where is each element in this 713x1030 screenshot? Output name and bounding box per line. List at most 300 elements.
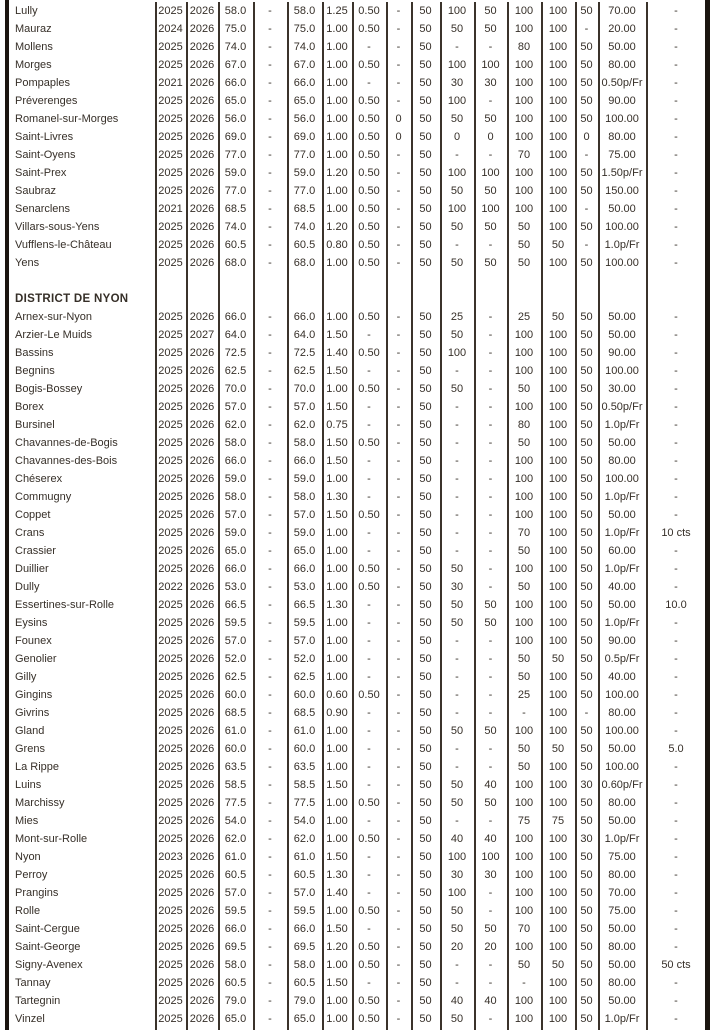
value-cell: - [396,401,401,413]
value-cell: 25 [450,311,464,323]
value-cell: 100 [548,563,568,575]
value-cell: 100 [514,23,534,35]
value-cell: - [488,743,493,755]
value-cell: - [396,203,401,215]
commune-name: Crans [15,527,45,539]
value-cell: 30 [450,77,464,89]
value-cell: 66.0 [293,455,316,467]
table-row [9,74,706,92]
value-cell: - [674,833,678,845]
value-cell: - [674,761,678,773]
value-cell: - [674,869,678,881]
value-cell: 30 [450,581,464,593]
value-cell: 2025 [158,905,183,917]
value-cell: 59.0 [293,167,316,179]
value-cell: 65.0 [293,545,316,557]
value-cell: 50 [580,851,593,863]
value-cell: - [488,959,493,971]
value-cell: 50 [580,995,593,1007]
value-cell: - [396,689,401,701]
table-row [9,434,706,452]
value-cell: 50 [419,1013,432,1025]
value-cell: 2026 [189,905,215,917]
value-cell: 1.0p/Fr [604,419,640,431]
value-cell: - [488,581,493,593]
value-cell: 2025 [158,527,183,539]
table-row [9,128,706,146]
value-cell: 2025 [158,437,183,449]
commune-name: Founex [15,635,52,647]
value-cell: - [488,455,493,467]
value-cell: 66.0 [224,311,247,323]
value-cell: - [268,851,272,863]
value-cell: - [367,455,371,467]
value-cell: 50 [450,923,464,935]
value-cell: 0.50 [358,959,380,971]
value-cell: 50 [580,635,593,647]
value-cell: 100.00 [605,473,639,485]
value-cell: 100 [548,869,568,881]
value-cell: - [488,419,493,431]
value-cell: - [396,833,401,845]
value-cell: 100 [514,509,534,521]
value-cell: 50 [484,5,497,17]
value-cell: 50 [419,905,432,917]
value-cell: 0.50 [358,563,380,575]
value-cell: 1.00 [326,653,348,665]
value-cell: - [268,599,272,611]
value-cell: 50 [517,743,531,755]
value-cell: 100 [548,617,568,629]
value-cell: 2025 [158,707,183,719]
value-cell: 100 [514,563,534,575]
value-cell: 2026 [189,617,215,629]
value-cell: 2026 [189,959,215,971]
value-cell: 53.0 [224,581,247,593]
value-cell: 50 [580,77,593,89]
value-cell: - [268,959,272,971]
value-cell: 58.5 [224,779,247,791]
value-cell: - [396,599,401,611]
value-cell: 1.20 [326,941,348,953]
value-cell: - [367,635,371,647]
value-cell: - [396,311,401,323]
value-cell: 100 [548,41,568,53]
table-body [9,2,706,1028]
value-cell: 0.50 [358,149,380,161]
value-cell: - [396,221,401,233]
value-cell: 50 [580,41,593,53]
table-row [9,110,706,128]
value-cell: - [674,689,678,701]
value-cell: - [674,131,678,143]
value-cell: 0.5p/Fr [604,653,640,665]
value-cell: 90.00 [608,95,636,107]
table-row [9,344,706,362]
value-cell: 50 [484,617,497,629]
value-cell: 100 [548,257,568,269]
value-cell: - [674,725,678,737]
value-cell: - [268,455,272,467]
value-cell: 100 [548,689,568,701]
value-cell: - [455,401,459,413]
value-cell: - [268,401,272,413]
commune-name: Bogis-Bossey [15,383,83,395]
table-row [9,398,706,416]
value-cell: 61.0 [293,851,316,863]
value-cell: 2025 [158,995,183,1007]
value-cell: - [396,23,401,35]
value-cell: - [396,149,401,161]
commune-name: Duillier [15,563,49,575]
value-cell: 50 [450,113,464,125]
value-cell: 100 [447,347,467,359]
value-cell: - [674,365,678,377]
value-cell: 2025 [158,617,183,629]
value-cell: 50 [580,1013,593,1025]
value-cell: - [268,869,272,881]
value-cell: 74.0 [224,221,247,233]
value-cell: - [268,581,272,593]
value-cell: 100 [514,185,534,197]
value-cell: 50 [419,743,432,755]
value-cell: 100 [514,599,534,611]
value-cell: 80.00 [608,455,636,467]
value-cell: 20.00 [608,23,636,35]
table-row [9,38,706,56]
value-cell: 2026 [189,599,215,611]
value-cell: 50 [419,761,432,773]
value-cell: 50 [517,761,531,773]
value-cell: 2026 [189,743,215,755]
value-cell: 50 [419,797,432,809]
value-cell: 2026 [189,545,215,557]
value-cell: - [367,887,371,899]
value-cell: 50 [580,545,593,557]
value-cell: 100 [481,851,500,863]
value-cell: 2026 [189,851,215,863]
value-cell: 50 [580,797,593,809]
value-cell: 65.0 [224,545,247,557]
value-cell: 2025 [158,5,183,17]
value-cell: - [674,671,678,683]
value-cell: 1.40 [326,347,348,359]
value-cell: 100 [514,401,534,413]
value-cell: 50 [580,59,593,71]
value-cell: 1.00 [326,473,348,485]
value-cell: 1.00 [326,617,348,629]
value-cell: 80.00 [608,707,636,719]
value-cell: 66.0 [224,923,247,935]
table-row [9,182,706,200]
value-cell: - [268,527,272,539]
value-cell: - [674,1013,678,1025]
value-cell: 100 [514,797,534,809]
value-cell: 100 [548,329,568,341]
value-cell: 77.5 [224,797,247,809]
value-cell: - [396,473,401,485]
value-cell: 2025 [158,221,183,233]
value-cell: 50 [419,473,432,485]
district-header-row [9,290,706,308]
value-cell: 0.50 [358,113,380,125]
value-cell: - [268,311,272,323]
value-cell: 2026 [189,725,215,737]
value-cell: 50 [419,653,432,665]
value-cell: 50.00 [608,311,636,323]
value-cell: - [674,95,678,107]
value-cell: 50.00 [608,437,636,449]
value-cell: 60.5 [224,239,247,251]
value-cell: 50 [580,599,593,611]
value-cell: 50 [419,311,432,323]
value-cell: 50 [517,581,531,593]
value-cell: - [268,815,272,827]
value-cell: 50 [580,653,593,665]
value-cell: 1.00 [326,959,348,971]
value-cell: 1.0p/Fr [604,239,640,251]
value-cell: - [455,689,459,701]
value-cell: 100 [548,671,568,683]
value-cell: 100 [447,203,467,215]
value-cell: 66.0 [224,455,247,467]
value-cell: 1.50 [326,455,348,467]
value-cell: 50 [580,869,593,881]
table-row [9,236,706,254]
table-row [9,20,706,38]
value-cell: - [674,581,678,593]
value-cell: 2026 [189,77,215,89]
value-cell: 62.0 [224,419,247,431]
value-cell: - [268,95,272,107]
value-cell: 50 [580,671,593,683]
value-cell: 77.0 [224,149,247,161]
value-cell: 2026 [189,995,215,1007]
value-cell: - [674,977,678,989]
value-cell: - [522,977,526,989]
value-cell: 2026 [189,185,215,197]
value-cell: 50 [580,167,593,179]
commune-name: Saint-Prex [15,167,67,179]
value-cell: 75 [517,815,531,827]
value-cell: 50 [580,113,593,125]
value-cell: 100 [548,365,568,377]
value-cell: 62.0 [293,419,316,431]
value-cell: - [455,437,459,449]
value-cell: - [268,707,272,719]
table-row [9,596,706,614]
value-cell: - [455,815,459,827]
value-cell: - [367,743,371,755]
value-cell: 1.00 [326,113,348,125]
table-row [9,578,706,596]
value-cell: 60.0 [224,689,247,701]
commune-name: Romanel-sur-Morges [15,113,119,125]
value-cell: 100 [548,185,568,197]
value-cell: 1.00 [326,1013,348,1025]
value-cell: - [455,545,459,557]
value-cell: 2025 [158,473,183,485]
value-cell: - [268,257,272,269]
value-cell: 0.50 [358,995,380,1007]
commune-name: Commugny [15,491,72,503]
commune-name: Tannay [15,977,51,989]
value-cell: 66.0 [224,77,247,89]
value-cell: 100 [548,95,568,107]
value-cell: 0.75 [326,419,348,431]
value-cell: 50 [484,725,497,737]
commune-name: Saint-George [15,941,81,953]
value-cell: - [674,221,678,233]
value-cell: 75.0 [293,23,316,35]
value-cell: 80 [517,419,531,431]
value-cell: 2026 [189,455,215,467]
value-cell: - [674,815,678,827]
value-cell: 50 [580,941,593,953]
value-cell: 30 [484,869,497,881]
value-cell: - [674,419,678,431]
value-cell: 62.0 [224,833,247,845]
value-cell: 68.0 [224,257,247,269]
value-cell: - [367,815,371,827]
value-cell: 2025 [158,131,183,143]
table-row [9,326,706,344]
commune-name: Morges [15,59,52,71]
value-cell: 75.0 [224,23,247,35]
value-cell: 50 [517,221,531,233]
value-cell: 70 [517,149,531,161]
value-cell: 2021 [158,77,183,89]
value-cell: 66.0 [293,77,316,89]
commune-name: Mauraz [15,23,52,35]
value-cell: 50 [419,437,432,449]
value-cell: 10.0 [665,599,687,611]
value-cell: - [488,509,493,521]
value-cell: 50 [580,401,593,413]
value-cell: - [674,311,678,323]
value-cell: 30 [580,779,593,791]
commune-name: Bursinel [15,419,55,431]
table-row [9,164,706,182]
value-cell: - [268,905,272,917]
value-cell: - [455,473,459,485]
value-cell: 0.50 [358,347,380,359]
value-cell: 66.0 [293,563,316,575]
value-cell: 50.00 [608,509,636,521]
value-cell: - [455,491,459,503]
value-cell: 2026 [189,257,215,269]
value-cell: 50 [580,95,593,107]
value-cell: 50 [419,923,432,935]
value-cell: 100 [447,5,467,17]
value-cell: 74.0 [293,41,316,53]
value-cell: 61.0 [293,725,316,737]
value-cell: - [488,491,493,503]
value-cell: 50 [419,329,432,341]
value-cell: 2026 [189,347,215,359]
value-cell: - [488,887,493,899]
value-cell: 1.25 [326,5,348,17]
value-cell: 100.00 [605,725,639,737]
value-cell: 1.0p/Fr [604,1013,640,1025]
value-cell: - [268,653,272,665]
value-cell: 0.50 [358,1013,380,1025]
value-cell: 1.00 [326,311,348,323]
value-cell: 65.0 [293,95,316,107]
value-cell: 90.00 [608,347,636,359]
value-cell: 50.00 [608,959,636,971]
value-cell: - [268,365,272,377]
value-cell: 60.00 [608,545,636,557]
value-cell: 50 [419,671,432,683]
value-cell: - [674,239,678,251]
value-cell: 77.0 [293,149,316,161]
value-cell: - [674,617,678,629]
value-cell: 50 [450,617,464,629]
value-cell: 100 [548,77,568,89]
value-cell: 2026 [189,653,215,665]
value-cell: - [455,41,459,53]
value-cell: 1.00 [326,203,348,215]
value-cell: - [455,239,459,251]
value-cell: 80.00 [608,941,636,953]
value-cell: - [367,329,371,341]
value-cell: 58.0 [293,491,316,503]
table-row [9,92,706,110]
value-cell: 50 [580,455,593,467]
value-cell: 100 [548,419,568,431]
value-cell: 100 [447,95,467,107]
value-cell: 2025 [158,365,183,377]
value-cell: 50 [580,563,593,575]
value-cell: - [367,977,371,989]
value-cell: 100 [548,455,568,467]
value-cell: 100 [514,887,534,899]
value-cell: - [674,941,678,953]
value-cell: 50 [517,239,531,251]
value-cell: - [268,977,272,989]
value-cell: 2025 [158,167,183,179]
table-row [9,200,706,218]
value-cell: 1.00 [326,905,348,917]
value-cell: 100.00 [605,761,639,773]
value-cell: 50 [419,113,432,125]
value-cell: 2021 [158,203,183,215]
value-cell: 50 [580,689,593,701]
table-row [9,218,706,236]
value-cell: 50 [551,239,565,251]
value-cell: 79.0 [224,995,247,1007]
value-cell: 69.5 [224,941,247,953]
value-cell: 2026 [189,311,215,323]
value-cell: - [674,113,678,125]
value-cell: - [455,707,459,719]
value-cell: 60.0 [293,743,316,755]
value-cell: 2025 [158,419,183,431]
value-cell: - [674,167,678,179]
value-cell: 100 [514,905,534,917]
value-cell: 61.0 [224,725,247,737]
value-cell: - [268,113,272,125]
value-cell: 2025 [158,545,183,557]
value-cell: 50.00 [608,329,636,341]
value-cell: 2026 [189,239,215,251]
value-cell: 65.0 [293,1013,316,1025]
value-cell: 2026 [189,221,215,233]
value-cell: 50 [580,977,593,989]
value-cell: 100.00 [605,365,639,377]
value-cell: 2025 [158,743,183,755]
